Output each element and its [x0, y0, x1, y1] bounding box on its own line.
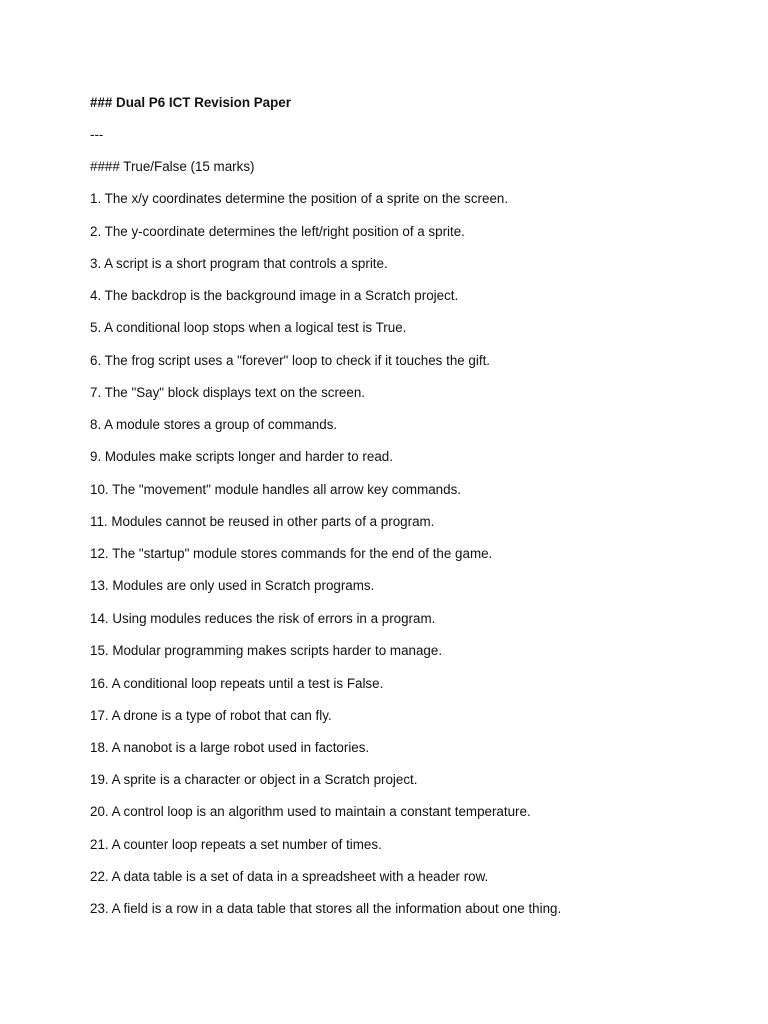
question-21: 21. A counter loop repeats a set number of times.: [90, 837, 382, 852]
question-6: 6. The frog script uses a "forever" loop to check if it touches the gift.: [90, 353, 491, 368]
question-18: 18. A nanobot is a large robot used in factories.: [90, 740, 370, 755]
question-2: 2. The y-coordinate determines the left/right position of a sprite.: [90, 224, 465, 239]
question-22: 22. A data table is a set of data in a spreadsheet with a header row.: [90, 869, 489, 884]
question-15: 15. Modular programming makes scripts harder to manage.: [90, 643, 443, 658]
question-1: 1. The x/y coordinates determine the position of a sprite on the screen.: [90, 191, 509, 206]
question-13: 13. Modules are only used in Scratch programs.: [90, 578, 375, 593]
section-heading: #### True/False (15 marks): [90, 159, 255, 174]
question-10: 10. The "movement" module handles all arrow key commands.: [90, 482, 461, 497]
question-17: 17. A drone is a type of robot that can fly.: [90, 708, 332, 723]
question-23: 23. A field is a row in a data table that stores all the information about one thing.: [90, 901, 562, 916]
question-11: 11. Modules cannot be reused in other parts of a program.: [90, 514, 435, 529]
question-12: 12. The "startup" module stores commands for the end of the game.: [90, 546, 493, 561]
question-7: 7. The "Say" block displays text on the screen.: [90, 385, 365, 400]
question-5: 5. A conditional loop stops when a logical test is True.: [90, 320, 407, 335]
document-title: ### Dual P6 ICT Revision Paper: [90, 95, 291, 110]
question-4: 4. The backdrop is the background image in a Scratch project.: [90, 288, 459, 303]
separator: ---: [90, 127, 104, 142]
question-19: 19. A sprite is a character or object in a Scratch project.: [90, 772, 418, 787]
question-8: 8. A module stores a group of commands.: [90, 417, 338, 432]
question-20: 20. A control loop is an algorithm used to maintain a constant temperature.: [90, 804, 531, 819]
question-9: 9. Modules make scripts longer and harder to read.: [90, 449, 393, 464]
question-3: 3. A script is a short program that controls a sprite.: [90, 256, 388, 271]
question-16: 16. A conditional loop repeats until a test is False.: [90, 676, 384, 691]
question-14: 14. Using modules reduces the risk of errors in a program.: [90, 611, 436, 626]
